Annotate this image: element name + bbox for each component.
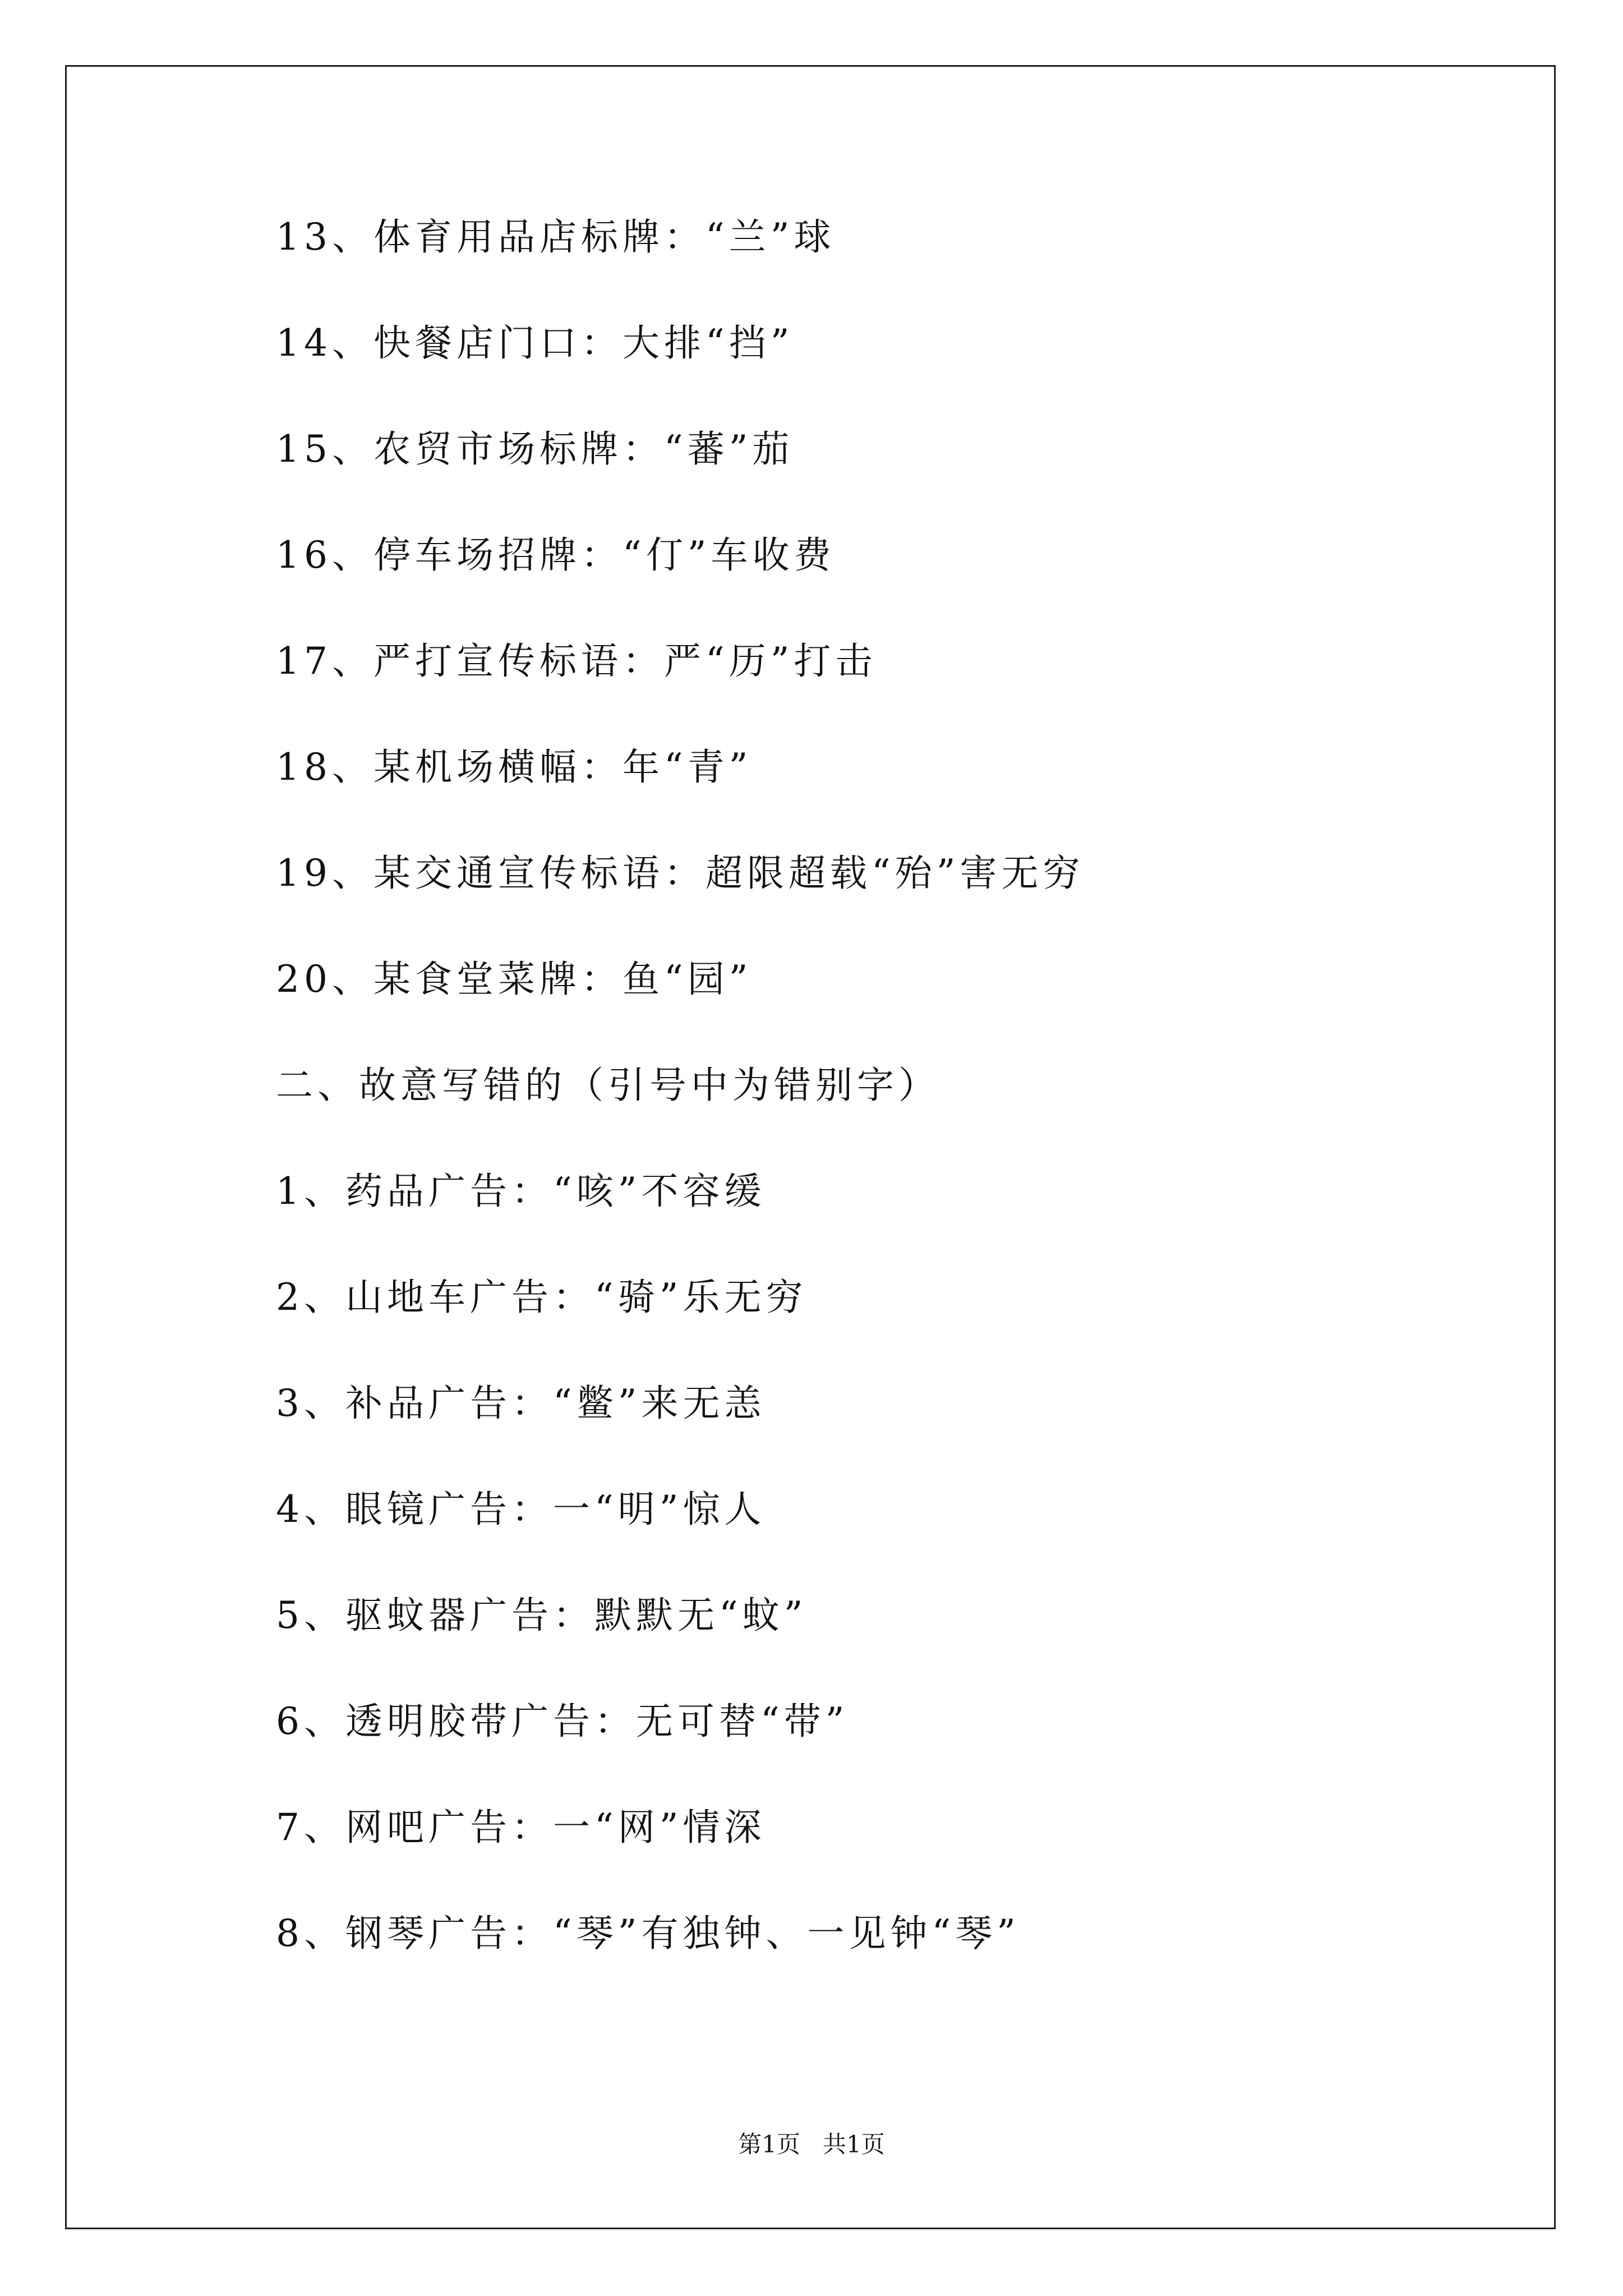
page-total: 共1页 bbox=[823, 2131, 885, 2158]
text-line: 20、某食堂菜牌：鱼“园” bbox=[276, 958, 753, 1001]
text-line: 16、停车场招牌：“仃”车收费 bbox=[276, 533, 836, 577]
text-line: 2、山地车广告：“骑”乐无穷 bbox=[276, 1276, 808, 1319]
text-line: 5、驱蚊器广告：默默无“蚊” bbox=[276, 1594, 808, 1637]
text-line: 17、严打宣传标语：严“历”打击 bbox=[276, 639, 877, 683]
text-line: 3、补品广告：“鳖”来无恙 bbox=[276, 1382, 766, 1425]
text-line: 4、眼镜广告：一“明”惊人 bbox=[276, 1488, 766, 1531]
text-line: 18、某机场横幅：年“青” bbox=[276, 746, 753, 789]
text-line: 15、农贸市场标牌：“蕃”茄 bbox=[276, 427, 794, 471]
text-line: 8、钢琴广告：“琴”有独钟、一见钟“琴” bbox=[276, 1912, 1020, 1955]
document-body bbox=[276, 215, 1510, 2021]
text-line: 6、透明胶带广告：无可替“带” bbox=[276, 1700, 849, 1743]
page-footer bbox=[0, 2133, 1623, 2156]
text-line: 19、某交通宣传标语：超限超载“殆”害无穷 bbox=[276, 852, 1085, 895]
page-number: 第1页 bbox=[738, 2131, 800, 2158]
section-heading: 二、故意写错的（引号中为错别字） bbox=[276, 1064, 940, 1107]
text-line: 1、药品广告：“咳”不容缓 bbox=[276, 1170, 766, 1213]
text-line: 13、体育用品店标牌：“兰”球 bbox=[276, 215, 836, 259]
text-line: 14、快餐店门口：大排“挡” bbox=[276, 321, 794, 365]
text-line: 7、网吧广告：一“网”情深 bbox=[276, 1806, 766, 1849]
